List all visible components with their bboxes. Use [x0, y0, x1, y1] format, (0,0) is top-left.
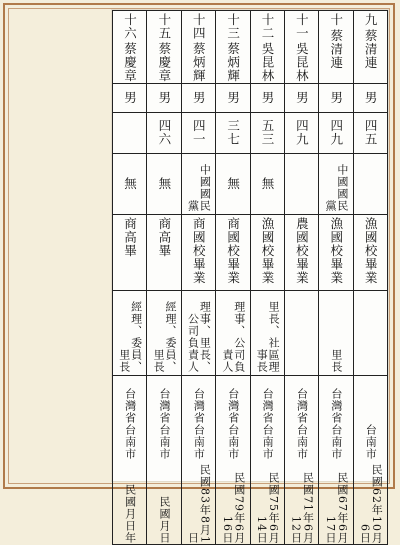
- row-education: [113, 214, 388, 290]
- cell-party: [353, 153, 387, 214]
- cell-education: 漁國校畢業: [319, 214, 353, 290]
- cell-name: 十三 蔡炳輝: [216, 11, 250, 84]
- cell-birth: 台灣省台南市 民國月日年: [113, 375, 147, 544]
- cell-experience: 經理、委員、里長: [113, 290, 147, 375]
- cell-experience: 里長: [319, 290, 353, 375]
- cell-age: 四五: [353, 112, 387, 153]
- cell-name: 十 蔡清連: [319, 11, 353, 84]
- cell-birth: 台灣省台南市 民國月日: [147, 375, 181, 544]
- cell-experience: [284, 290, 318, 375]
- cell-party: 無: [113, 153, 147, 214]
- cell-experience: 理事、公司負責人: [216, 290, 250, 375]
- cell-party: 無: [147, 153, 181, 214]
- cell-education: 商高畢: [113, 214, 147, 290]
- cell-experience: [353, 290, 387, 375]
- row-birth: [113, 375, 388, 544]
- cell-education: 商國校畢業: [216, 214, 250, 290]
- row-party: [113, 153, 388, 214]
- document-page: [112, 10, 388, 544]
- cell-age: 四九: [319, 112, 353, 153]
- cell-party: 中國國民黨: [181, 153, 215, 214]
- cell-age: 四九: [284, 112, 318, 153]
- cell-education: 漁國校畢業: [250, 214, 284, 290]
- cell-gender: 男: [147, 83, 181, 112]
- cell-education: 農國校畢業: [284, 214, 318, 290]
- cell-name: 十六 蔡慶章: [113, 11, 147, 84]
- cell-birth: 台灣省台南市 民國79年6月16日: [216, 375, 250, 544]
- cell-birth: 台灣省台南市 民國83年8月1日: [181, 375, 215, 544]
- cell-experience: 經理、委員、里長: [147, 290, 181, 375]
- cell-age: 四六: [147, 112, 181, 153]
- cell-name: 十四 蔡炳輝: [181, 11, 215, 84]
- cell-party: 無: [216, 153, 250, 214]
- cell-name: 十二 吳昆林: [250, 11, 284, 84]
- cell-age: 五三: [250, 112, 284, 153]
- cell-gender: 男: [181, 83, 215, 112]
- cell-party: [284, 153, 318, 214]
- row-number-name: [113, 11, 388, 84]
- cell-birth: 台灣省台南市 民國67年6月17日: [319, 375, 353, 544]
- cell-age: 三七: [216, 112, 250, 153]
- cell-name: 十一 吳昆林: [284, 11, 318, 84]
- cell-education: 漁國校畢業: [353, 214, 387, 290]
- cell-gender: 男: [216, 83, 250, 112]
- cell-name: 九 蔡清連: [353, 11, 387, 84]
- cell-experience: 理事、里長、公司負責人: [181, 290, 215, 375]
- row-gender: [113, 83, 388, 112]
- cell-gender: 男: [284, 83, 318, 112]
- cell-education: 商國校畢業: [181, 214, 215, 290]
- cell-age: [113, 112, 147, 153]
- cell-age: 四一: [181, 112, 215, 153]
- cell-party: 中國國民黨: [319, 153, 353, 214]
- cell-gender: 男: [113, 83, 147, 112]
- cell-birth: 台灣省台南市 民國71年6月12日: [284, 375, 318, 544]
- cell-name: 十五 蔡慶章: [147, 11, 181, 84]
- candidate-table: [112, 10, 388, 545]
- cell-birth: 台灣省台南市 民國75年6月14日: [250, 375, 284, 544]
- cell-party: 無: [250, 153, 284, 214]
- cell-education: 商高畢: [147, 214, 181, 290]
- cell-birth: 台南市 民國62年10月6日: [353, 375, 387, 544]
- row-experience: [113, 290, 388, 375]
- cell-gender: 男: [353, 83, 387, 112]
- cell-experience: 里長、社區理事長: [250, 290, 284, 375]
- cell-gender: 男: [250, 83, 284, 112]
- row-age: [113, 112, 388, 153]
- cell-gender: 男: [319, 83, 353, 112]
